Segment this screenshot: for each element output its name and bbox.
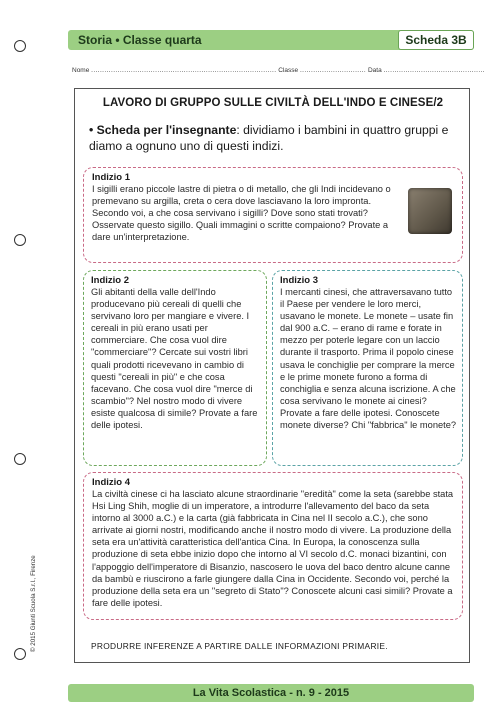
name-label: Nome [72,67,90,74]
class-field[interactable]: .............................. [299,67,367,74]
footer-bar: La Vita Scolastica - n. 9 - 2015 [68,684,474,702]
clue-heading: Indizio 3 [280,275,318,286]
main-frame [74,88,470,663]
name-class-date-row [72,67,485,74]
name-field[interactable]: .................................................................................... [91,67,277,74]
objective-line: PRODURRE INFERENZE A PARTIRE DALLE INFORMAZIONI PRIMARIE. [91,641,388,651]
seal-image [408,188,452,234]
page-title: LAVORO DI GRUPPO SULLE CIVILTÀ DELL'INDO E CINESE/2 [102,97,444,109]
clue-heading: Indizio 4 [92,477,130,488]
binder-hole [14,648,26,660]
class-label: Classe [278,67,299,74]
clue-text: I mercanti cinesi, che attraversavano tutto il Paese per vendere le loro merci, usavano le monete. Le monete – usate fin dal 900 a.C. – erano di rame e forate in mezzo per poterle legare con un laccio durante il trasporto. Prima il popolo cinese usava le conchiglie per comprare la merce e le prime monete furono a forma di conchiglia e senza alcuna iscrizione. A che cosa servivano le monete ai cinesi? Provate a fare delle ipotesi. Conoscete monete diverse? Chi "fabbrica" le monete? [280,287,457,431]
clue-heading: Indizio 1 [92,172,130,183]
clue-box-2 [83,270,267,466]
intro-text: : dividiamo i bambini in quattro gruppi e diamo a ognuno uno di questi indizi. [89,123,449,153]
intro-bold: • Scheda per l'insegnante [89,123,237,137]
binder-hole [14,453,26,465]
clue-box-1 [83,167,463,263]
binder-hole [14,40,26,52]
binder-hole [14,234,26,246]
worksheet-badge: Scheda 3B [398,30,474,50]
date-label: Data [367,67,382,74]
intro-paragraph [89,122,461,154]
subject-label: Storia • Classe quarta [78,33,202,47]
clue-box-3 [272,270,463,466]
copyright-text: © 2015 Giunti Scuola S.r.l., Firenze [30,555,37,652]
header-bar [68,30,474,50]
date-field[interactable]: .............................................. [383,67,485,74]
clue-box-4 [83,472,463,620]
clue-text: La civiltà cinese ci ha lasciato alcune straordinarie "eredità" come la seta (sarebbe stata Hsi Ling Shih, moglie di un imperatore, a introdurre l'allevamento del baco da seta intorno al 3000 a.C.) e la carta (già fabbricata in Cina nel II secolo a.C.), che sono arrivate ai giorni nostri, modificando anche il nostro modo di vivere. La produzione della seta era un'attività caratteristica dell'antica Cina. In Europa, la conoscenza sulla produzione di seta ebbe inizio dopo che intorno al VI secolo d.C. monaci bizantini, con l'appoggio dell'imperatore di Bisanzio, nascosero le uova del baco dentro alcune canne da bambù e riuscirono a farle giungere dalla Cina in Occidente. Secondo voi, perché la produzione della seta era un "segreto di Stato"? Conoscete alcuni casi simili? Provate a fare delle ipotesi. [92,489,454,608]
clue-text: I sigilli erano piccole lastre di pietra o di metallo, che gli Indi incidevano o premevano su argilla, creta o cera dove lasciavano la loro impronta. Secondo voi, a che cosa servivano i sigilli? Dove sono stati trovati? Osservate questo sigillo. Quali immagini o scritte compaiono? Provate a dare un'interpretazione. [92,184,391,243]
clue-heading: Indizio 2 [91,275,129,286]
clue-text: Gli abitanti della valle dell'Indo producevano più cereali di quelli che servivano loro per mangiare e vivere. I cereali in più erano usati per commerciare. Che cosa vuol dire "commerciare"? Cercate sui vostri libri quali prodotti ricevevano in cambio di questi "cereali in più" e che cosa facevano. Che cosa vuol dire "merce di scambio"? Nel nostro modo di vivere esiste qualcosa di simile? Provate a fare delle ipotesi. [91,287,258,431]
